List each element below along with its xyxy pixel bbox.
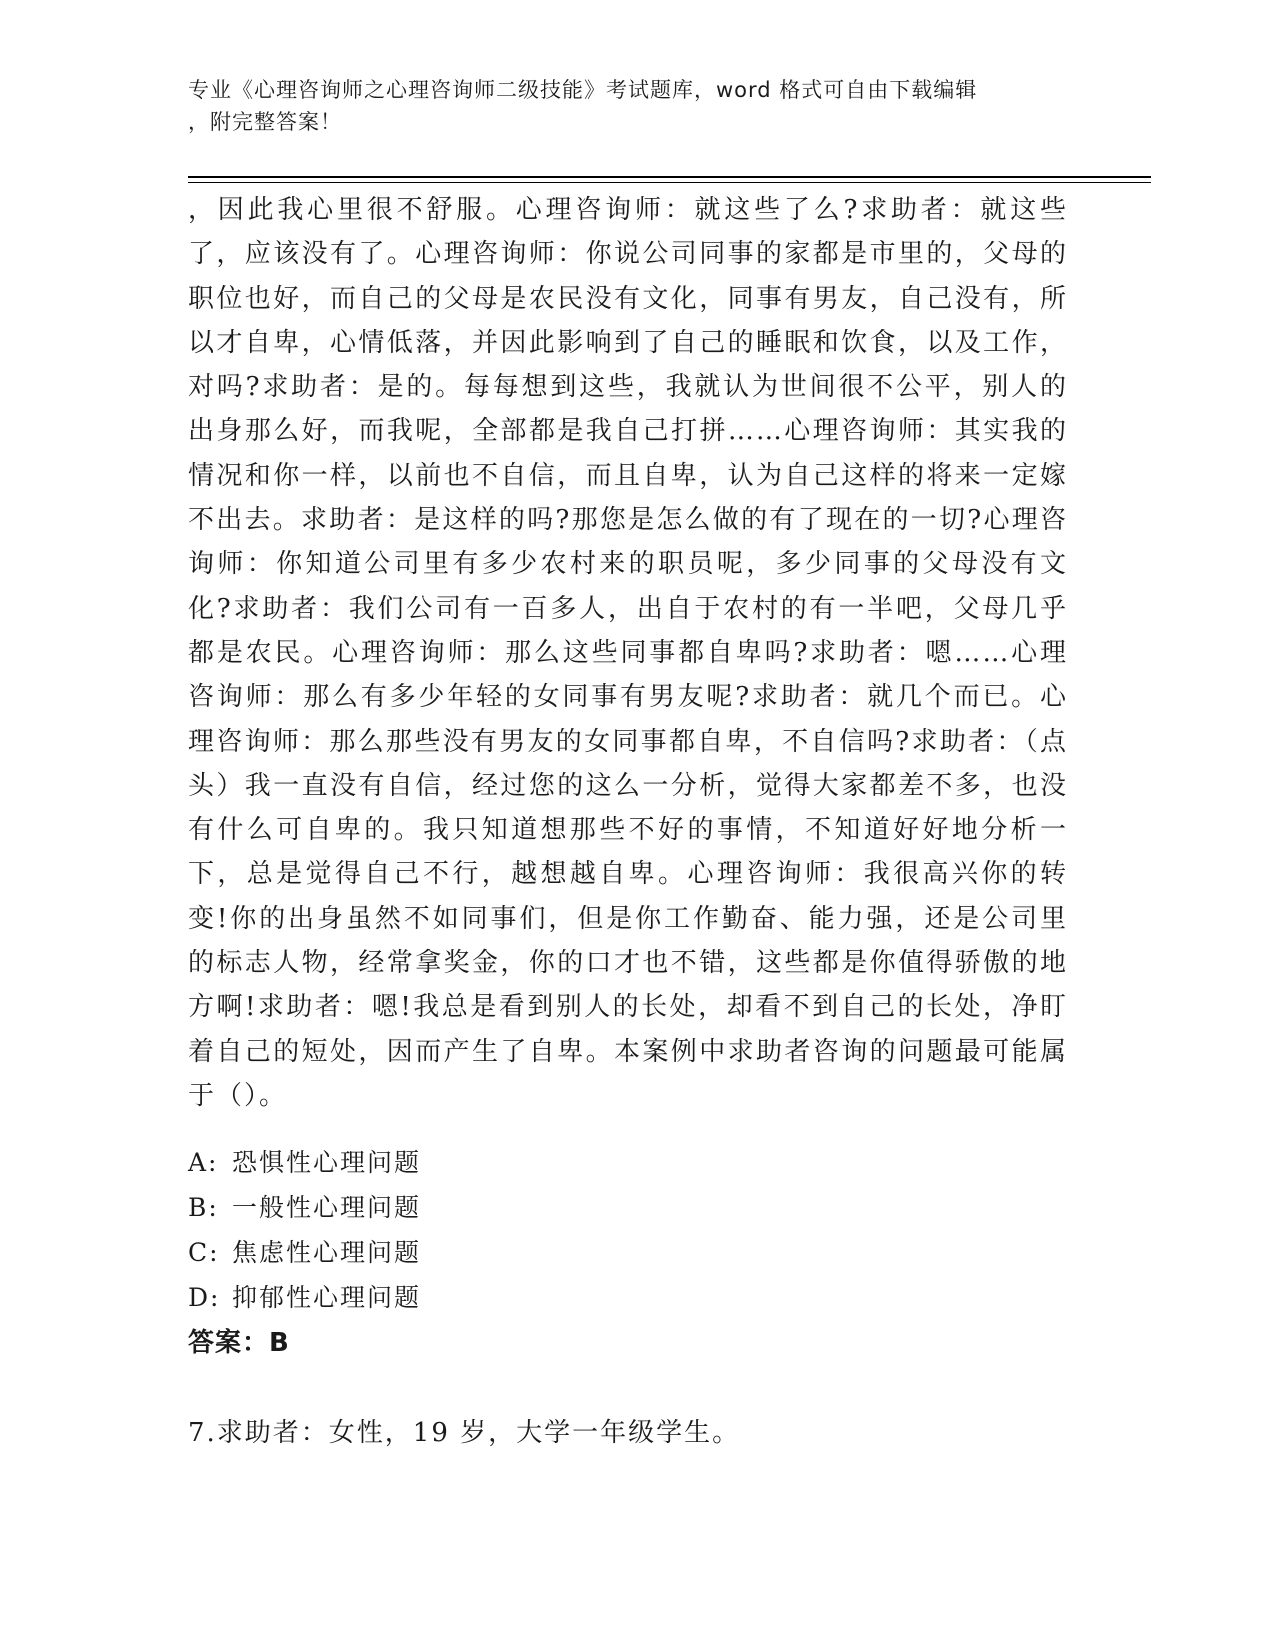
option-text: 焦虑性心理问题 bbox=[232, 1238, 422, 1267]
option-key: B: bbox=[188, 1193, 219, 1222]
header-divider-thin bbox=[188, 182, 1151, 183]
option-b bbox=[188, 1185, 1068, 1230]
option-key: C: bbox=[188, 1238, 220, 1267]
header-line-2: ，附完整答案！ bbox=[188, 110, 342, 134]
option-c bbox=[188, 1230, 1068, 1275]
option-a bbox=[188, 1140, 1068, 1185]
question-body: ，因此我心里很不舒服。心理咨询师：就这些了么?求助者：就这些了，应该没有了。心理咨询师：你说公司同事的家都是市里的，父母的职位也好，而自己的父母是农民没有文化，同事有男友，自己没有，所以才自卑，心情低落，并因此影响到了自己的睡眠和饮食，以及工作，对吗?求助者：是的。每每想到这些，我就认为世间很不公平，别人的出身那么好，而我呢，全部都是我自己打拼……心理咨询师：其实我的情况和你一样，以前也不自信，而且自卑，认为自己这样的将来一定嫁不出去。求助者：是这样的吗?那您是怎么做的有了现在的一切?心理咨询师：你知道公司里有多少农村来的职员呢，多少同事的父母没有文化?求助者：我们公司有一百多人，出自于农村的有一半吧，父母几乎都是农民。心理咨询师：那么这些同事都自卑吗?求助者：嗯……心理咨询师：那么有多少年轻的女同事有男友呢?求助者：就几个而已。心理咨询师：那么那些没有男友的女同事都自卑，不自信吗?求助者：（点头）我一直没有自信，经过您的这么一分析，觉得大家都差不多，也没有什么可自卑的。我只知道想那些不好的事情，不知道好好地分析一下，总是觉得自己不行，越想越自卑。心理咨询师：我很高兴你的转变!你的出身虽然不如同事们，但是你工作勤奋、能力强，还是公司里的标志人物，经常拿奖金，你的口才也不错，这些都是你值得骄傲的地方啊!求助者：嗯!我总是看到别人的长处，却看不到自己的长处，净盯着自己的短处，因而产生了自卑。本案例中求助者咨询的问题最可能属于（）。 bbox=[188, 195, 1068, 1111]
option-list bbox=[188, 1140, 1068, 1320]
option-text: 抑郁性心理问题 bbox=[232, 1283, 422, 1312]
option-text: 一般性心理问题 bbox=[232, 1193, 422, 1222]
header-line-1: 专业《心理咨询师之心理咨询师二级技能》考试题库，word 格式可自由下载编辑 bbox=[188, 78, 978, 102]
answer-line: 答案：B bbox=[188, 1328, 290, 1358]
next-question: 7.求助者：女性，19 岁，大学一年级学生。 bbox=[188, 1418, 741, 1448]
option-key: A: bbox=[188, 1148, 219, 1177]
page-header bbox=[188, 74, 1068, 138]
header-divider-thick bbox=[188, 176, 1151, 178]
option-key: D: bbox=[188, 1283, 221, 1312]
option-text: 恐惧性心理问题 bbox=[232, 1148, 422, 1177]
option-d bbox=[188, 1275, 1068, 1320]
